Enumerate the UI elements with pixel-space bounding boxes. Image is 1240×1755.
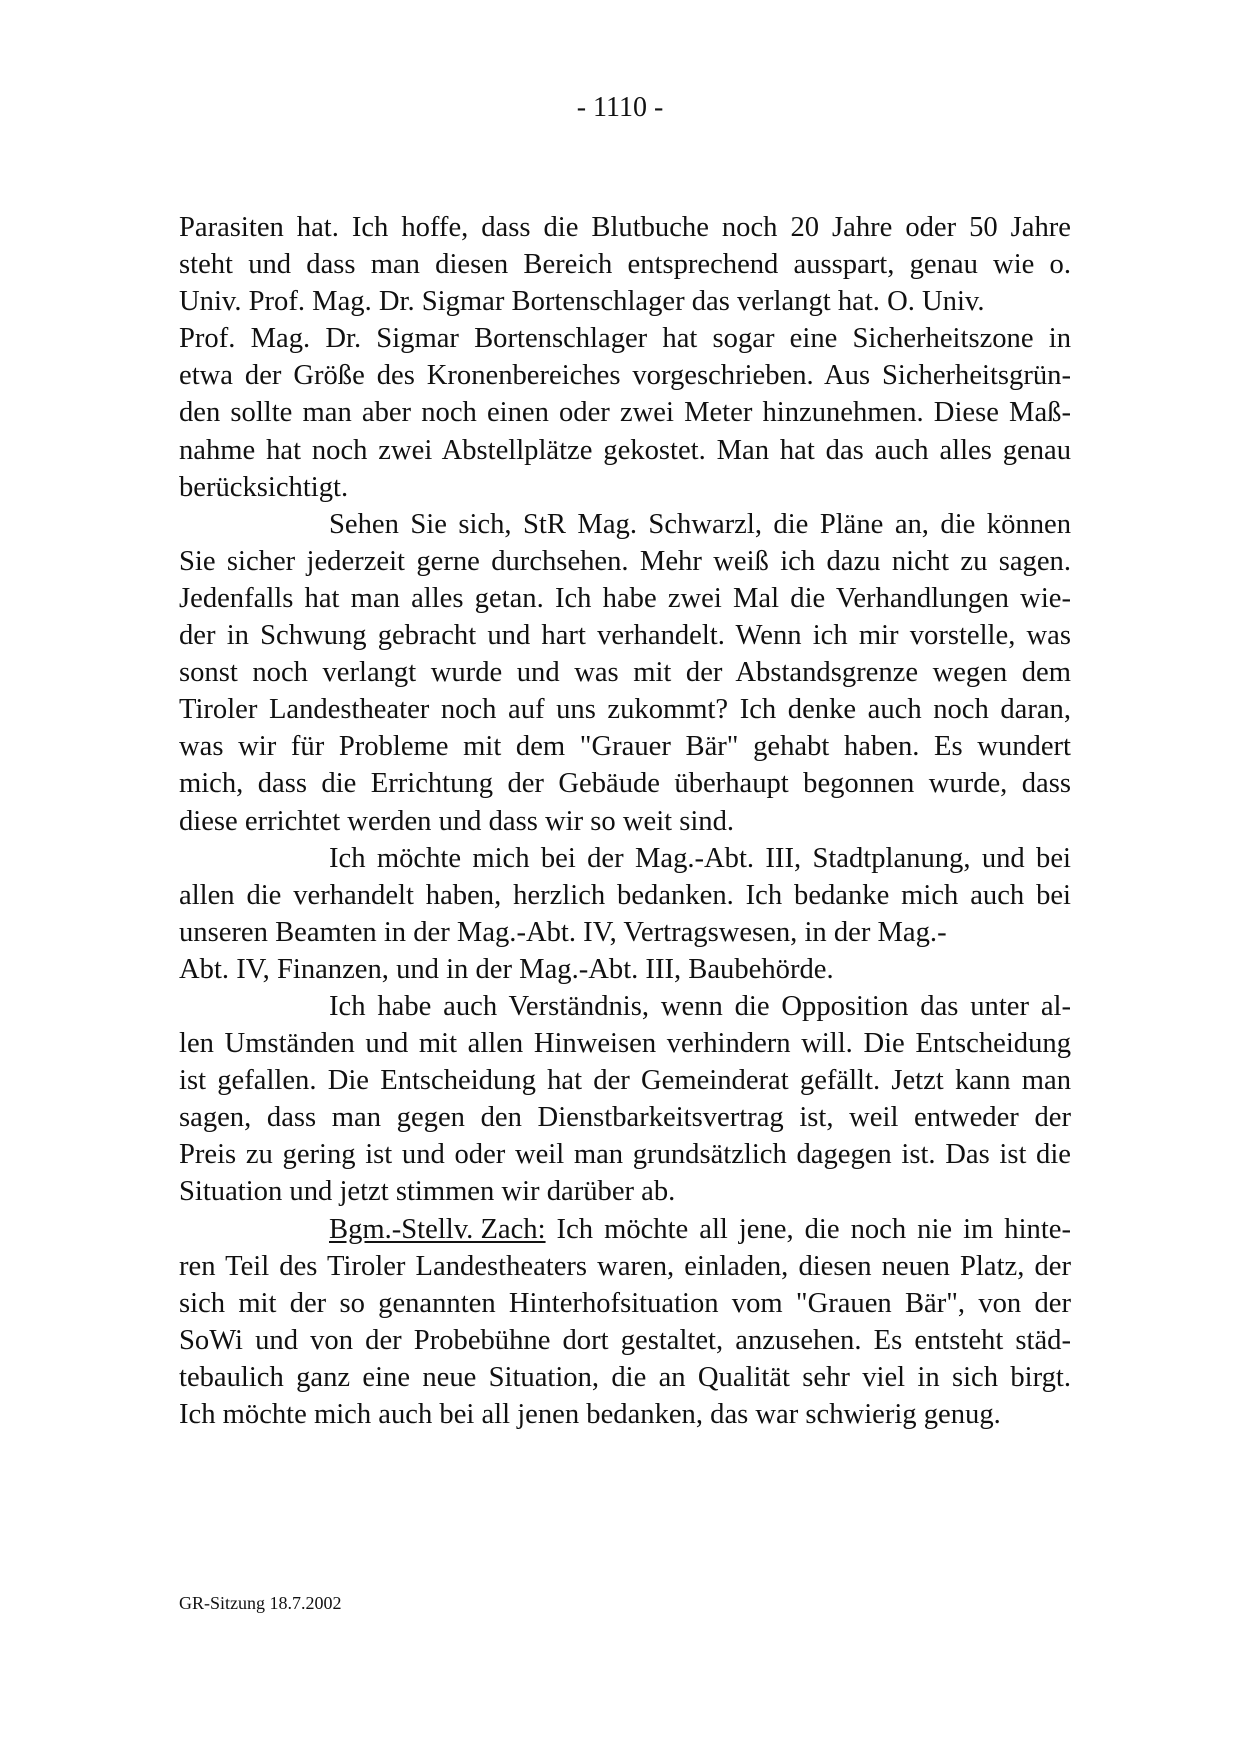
text-line: Jedenfalls hat man alles getan. Ich habe zwei Mal die Verhandlungen wie- (179, 582, 1071, 614)
text-line: len Umständen und mit allen Hinweisen verhindern will. Die Entscheidung (179, 1028, 1071, 1060)
text-line: allen die verhandelt haben, herzlich bedanken. Ich bedanke mich auch bei (179, 879, 1071, 911)
text-line: Parasiten hat. Ich hoffe, dass die Blutbuche noch 20 Jahre oder 50 Jahre (179, 212, 1071, 243)
text-line: diese errichtet werden und dass wir so weit sind. (179, 805, 735, 837)
document-body (179, 209, 1071, 1433)
paragraph-4 (179, 988, 1071, 1211)
paragraph-3 (179, 840, 1071, 988)
paragraph-5 (179, 1211, 1071, 1434)
speaker-name: Bgm.-Stellv. Zach: (329, 1213, 546, 1245)
text-line: Preis zu gering ist und oder weil man grundsätzlich dagegen ist. Das ist die (179, 1139, 1071, 1171)
text-line: sonst noch verlangt wurde und was mit der Abstandsgrenze wegen dem (179, 657, 1071, 689)
text-line: SoWi und von der Probebühne dort gestaltet, anzusehen. Es entsteht städ- (179, 1324, 1071, 1356)
text-line: ren Teil des Tiroler Landestheaters waren, einladen, diesen neuen Platz, der (179, 1250, 1071, 1282)
text-line: ist gefallen. Die Entscheidung hat der Gemeinderat gefällt. Jetzt kann man (179, 1065, 1071, 1097)
text-line: sich mit der so genannten Hinterhofsituation vom "Grauen Bär", von der (179, 1287, 1071, 1319)
text-line: Abt. IV, Finanzen, und in der Mag.-Abt. III, Baubehörde. (179, 953, 834, 985)
text-line: etwa der Größe des Kronenbereiches vorgeschrieben. Aus Sicherheitsgrün- (179, 360, 1071, 392)
text-line: mich, dass die Errichtung der Gebäude überhaupt begonnen wurde, dass (179, 768, 1071, 800)
text-line: berücksichtigt. (179, 471, 349, 503)
text-line: steht und dass man diesen Bereich entsprechend ausspart, genau wie o. (179, 249, 1071, 281)
text-line: Situation und jetzt stimmen wir darüber ab. (179, 1176, 676, 1208)
text-line: sagen, dass man gegen den Dienstbarkeitsvertrag ist, weil entweder der (179, 1102, 1071, 1134)
text-line: Ich möchte mich bei der Mag.-Abt. III, Stadtplanung, und bei (329, 842, 1071, 874)
footer-session-date: GR-Sitzung 18.7.2002 (179, 1593, 342, 1613)
text-line: Prof. Mag. Dr. Sigmar Bortenschlager hat sogar eine Sicherheitszone in (179, 323, 1071, 355)
paragraph-2 (179, 506, 1071, 840)
text-line: Univ. Prof. Mag. Dr. Sigmar Bortenschlager das verlangt hat. O. Univ. (179, 286, 985, 318)
paragraph-1 (179, 209, 1071, 506)
text-line: tebaulich ganz eine neue Situation, die an Qualität sehr viel in sich birgt. (179, 1361, 1071, 1393)
text-line: was wir für Probleme mit dem "Grauer Bär" gehabt haben. Es wundert (179, 731, 1071, 763)
text-line: nahme hat noch zwei Abstellplätze gekostet. Man hat das auch alles genau (179, 434, 1071, 466)
text-line: der in Schwung gebracht und hart verhandelt. Wenn ich mir vorstelle, was (179, 620, 1071, 652)
text-line: Sehen Sie sich, StR Mag. Schwarzl, die Pläne an, die können (329, 508, 1071, 540)
text-line (179, 1211, 1071, 1248)
text-line: unseren Beamten in der Mag.-Abt. IV, Vertragswesen, in der Mag.- (179, 916, 947, 948)
text-line: Sie sicher jederzeit gerne durchsehen. Mehr weiß ich dazu nicht zu sagen. (179, 545, 1071, 577)
text-line: Ich möchte mich auch bei all jenen bedanken, das war schwierig genug. (179, 1399, 1001, 1430)
text-line: Tiroler Landestheater noch auf uns zukommt? Ich denke auch noch daran, (179, 694, 1071, 726)
text-line: Ich habe auch Verständnis, wenn die Opposition das unter al- (329, 990, 1071, 1022)
text-line: den sollte man aber noch einen oder zwei Meter hinzunehmen. Diese Maß- (179, 397, 1071, 429)
page-number: - 1110 - (576, 92, 664, 123)
speech-text: Ich möchte all jene, die noch nie im hinte- (545, 1213, 1071, 1245)
